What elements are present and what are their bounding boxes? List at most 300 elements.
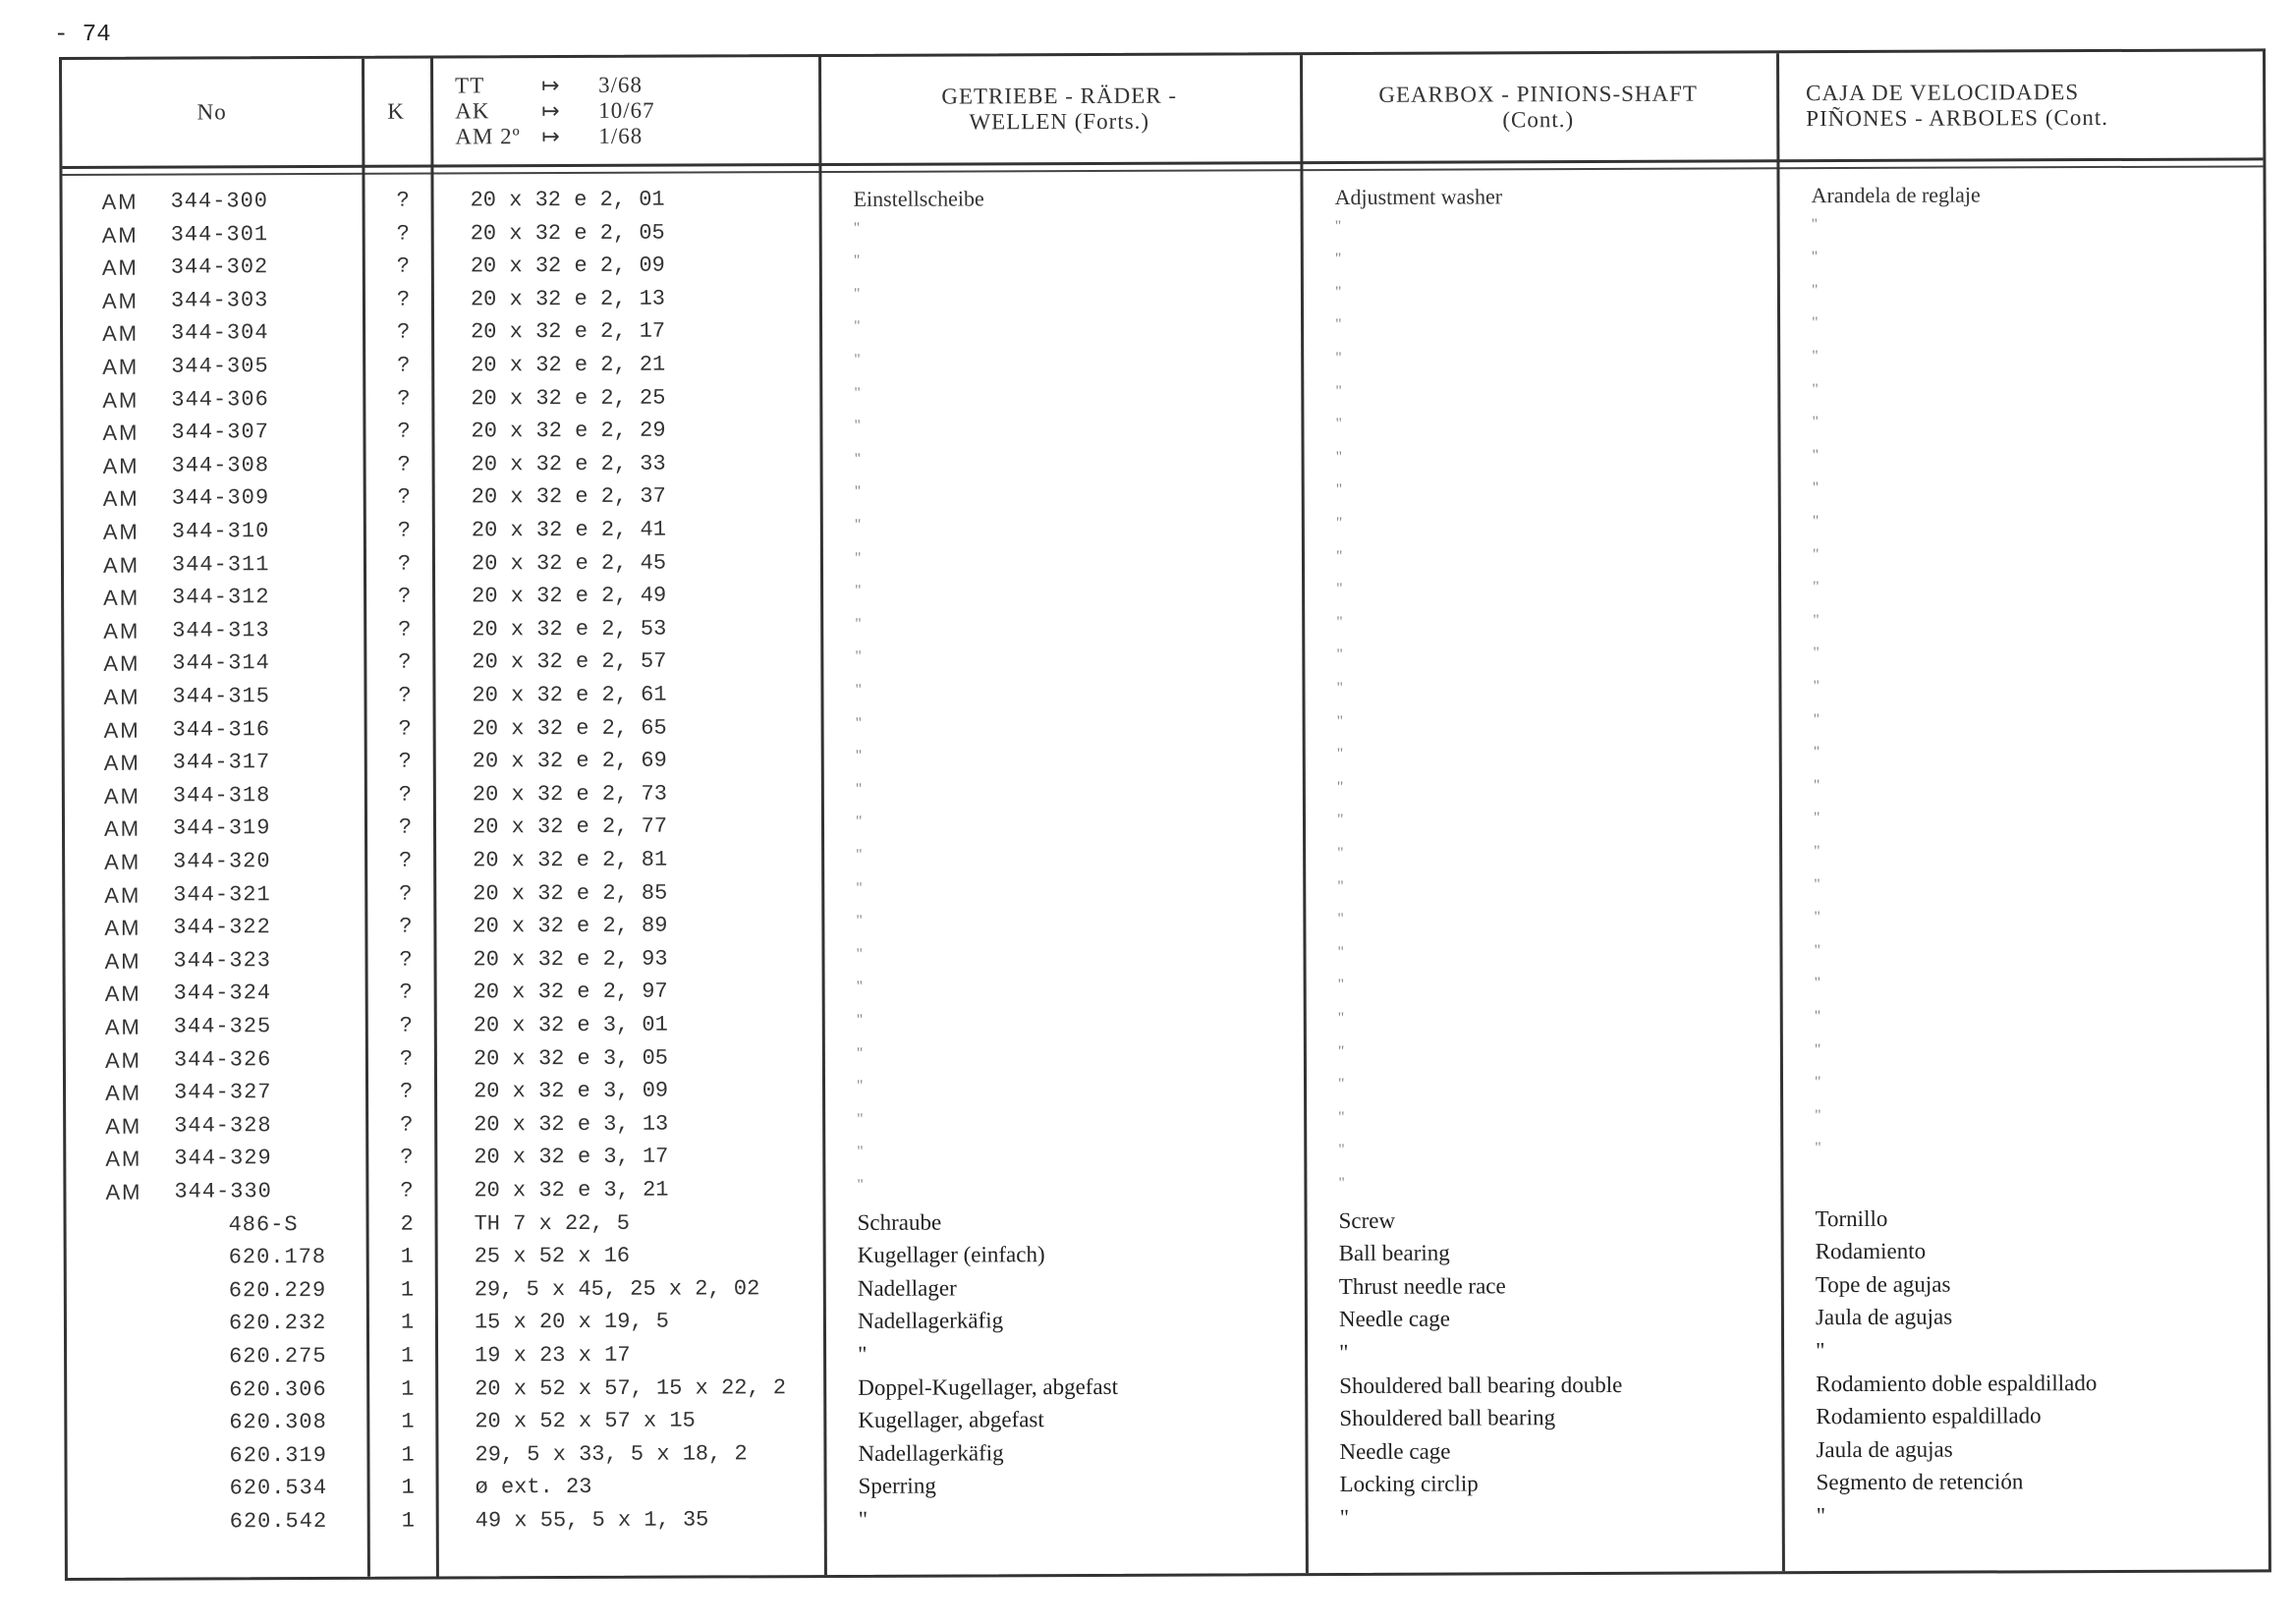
part-number: 344-326	[173, 1046, 272, 1073]
dimensions: 20 x 32 e 3, 01	[473, 1012, 668, 1038]
part-number: 344-300	[170, 189, 269, 214]
dimensions: 20 x 32 e 2, 89	[473, 913, 668, 939]
row-prefix: AM	[105, 1113, 142, 1139]
quantity-k: ?	[400, 1178, 414, 1204]
description-german: "	[855, 615, 862, 633]
header-english-line2: (Cont.)	[1502, 107, 1575, 133]
part-number: 344-327	[174, 1080, 272, 1105]
revision-value: 10/67	[598, 97, 655, 123]
quantity-k: ?	[398, 716, 412, 742]
part-number: 344-324	[173, 980, 272, 1006]
description-english: "	[1336, 613, 1343, 631]
part-number: 344-303	[170, 287, 269, 313]
dimensions: 20 x 32 e 2, 81	[473, 847, 668, 873]
dimensions: 49 x 55, 5 x 1, 35	[475, 1507, 709, 1534]
description-spanish: "	[1813, 678, 1820, 696]
part-number: 344-322	[173, 915, 271, 940]
quantity-k: ?	[397, 320, 411, 346]
description-english: Shouldered ball bearing double	[1339, 1372, 1623, 1398]
row-prefix: AM	[102, 387, 140, 413]
quantity-k: 1	[400, 1244, 414, 1269]
description-german: "	[857, 1110, 864, 1128]
description-spanish: "	[1813, 744, 1820, 761]
part-number: 620.229	[228, 1277, 327, 1304]
quantity-k: ?	[397, 419, 411, 444]
description-german: "	[853, 285, 861, 303]
row-prefix: AM	[105, 1179, 142, 1204]
description-german: "	[855, 648, 862, 666]
revision-line	[455, 72, 809, 98]
revision-label: AM 2º	[455, 124, 521, 149]
table-body	[63, 181, 2264, 1535]
description-german: "	[855, 714, 863, 732]
description-spanish: Tope de agujas	[1815, 1271, 1951, 1297]
description-spanish: "	[1814, 1074, 1821, 1092]
header-german	[818, 55, 1300, 163]
quantity-k: ?	[396, 287, 411, 312]
description-german: "	[856, 1078, 864, 1095]
description-german: Schraube	[857, 1209, 942, 1235]
part-number: 344-310	[171, 519, 270, 544]
description-english: "	[1334, 251, 1342, 268]
row-prefix: AM	[103, 651, 140, 677]
description-english: "	[1335, 416, 1343, 433]
header-german-line1: GETRIEBE - RÄDER -	[941, 83, 1178, 109]
header-no-label: No	[196, 99, 227, 125]
part-number: 620.275	[229, 1343, 327, 1370]
part-number: 344-313	[172, 617, 270, 644]
description-german: Einstellscheibe	[853, 186, 984, 211]
dimensions: 20 x 32 e 3, 13	[474, 1111, 669, 1138]
description-german: Nadellager	[857, 1275, 957, 1301]
dimensions: 20 x 52 x 57, 15 x 22, 2	[475, 1374, 787, 1401]
dimensions: 20 x 32 e 2, 05	[470, 220, 665, 246]
quantity-k: ?	[397, 386, 411, 412]
row-prefix: AM	[101, 254, 139, 281]
description-spanish: "	[1816, 1503, 1826, 1529]
quantity-k: ?	[399, 1013, 414, 1038]
quantity-k: 1	[401, 1476, 415, 1501]
row-prefix: AM	[103, 750, 140, 776]
description-english: "	[1335, 349, 1342, 367]
description-spanish: "	[1813, 611, 1820, 629]
description-german: Doppel-Kugellager, abgefast	[858, 1373, 1119, 1400]
description-english: Ball bearing	[1338, 1240, 1450, 1266]
dimensions: 20 x 32 e 2, 93	[473, 946, 668, 973]
quantity-k: ?	[399, 947, 413, 973]
part-number: 344-301	[170, 221, 269, 248]
description-english: "	[1338, 1108, 1345, 1126]
description-english: "	[1335, 382, 1342, 400]
dimensions: 20 x 32 e 2, 53	[472, 616, 667, 643]
description-german: "	[856, 979, 864, 996]
header-no	[62, 59, 362, 166]
description-spanish: "	[1811, 215, 1819, 233]
description-spanish: "	[1815, 1140, 1821, 1157]
description-german: "	[854, 450, 862, 468]
part-number: 344-330	[174, 1179, 272, 1204]
quantity-k: ?	[398, 782, 413, 808]
row-prefix: AM	[104, 882, 141, 908]
dimensions: 20 x 32 e 2, 57	[472, 649, 667, 675]
description-spanish: "	[1813, 579, 1820, 596]
part-number: 344-302	[170, 254, 269, 280]
dimensions: 20 x 32 e 2, 33	[471, 451, 666, 477]
description-english: "	[1337, 1042, 1345, 1060]
row-prefix: AM	[102, 519, 140, 544]
description-spanish: "	[1814, 843, 1820, 861]
description-english: "	[1337, 877, 1344, 895]
row-prefix: AM	[103, 585, 140, 611]
description-spanish: "	[1811, 281, 1819, 299]
quantity-k: ?	[397, 518, 412, 543]
description-spanish: Jaula de agujas	[1815, 1305, 1953, 1330]
header-revisions	[455, 57, 809, 164]
row-prefix: AM	[101, 288, 140, 313]
parts-table	[59, 48, 2271, 1581]
description-german: "	[858, 1341, 868, 1367]
description-german: Kugellager (einfach)	[857, 1242, 1045, 1268]
revision-value: 1/68	[598, 123, 644, 148]
description-spanish: "	[1814, 975, 1821, 992]
part-number: 620.306	[229, 1376, 327, 1402]
dimensions: 25 x 52 x 16	[474, 1243, 631, 1269]
row-prefix: AM	[104, 849, 141, 874]
description-spanish: "	[1812, 414, 1820, 431]
description-spanish: "	[1814, 1040, 1821, 1058]
arrow-icon: ↦	[541, 124, 561, 149]
description-spanish: "	[1812, 348, 1819, 365]
description-german: "	[855, 681, 863, 699]
description-english: "	[1337, 977, 1345, 994]
description-german: "	[854, 418, 862, 435]
description-english: "	[1337, 844, 1344, 863]
arrow-icon: ↦	[541, 98, 561, 124]
dimensions: 20 x 32 e 2, 37	[471, 484, 666, 510]
quantity-k: 1	[401, 1508, 415, 1534]
description-english: "	[1335, 514, 1343, 532]
description-english: Needle cage	[1338, 1306, 1451, 1332]
description-english: Thrust needle race	[1338, 1273, 1506, 1299]
revision-value: 3/68	[598, 72, 644, 97]
dimensions: 20 x 32 e 2, 13	[470, 286, 666, 312]
dimensions: TH 7 x 22, 5	[474, 1210, 631, 1236]
dimensions: 20 x 52 x 57 x 15	[475, 1408, 696, 1434]
description-german: "	[856, 1011, 864, 1029]
description-english: "	[1337, 1009, 1345, 1028]
dimensions: 20 x 32 e 2, 25	[471, 385, 666, 411]
row-prefix: AM	[105, 1080, 142, 1106]
description-german: "	[857, 1176, 864, 1194]
description-german: "	[856, 879, 863, 897]
row-prefix: AM	[101, 189, 139, 214]
description-english: "	[1336, 679, 1344, 698]
part-number: 344-312	[172, 585, 270, 610]
description-english: Needle cage	[1339, 1438, 1451, 1464]
dimensions: 20 x 32 e 2, 29	[471, 418, 666, 444]
description-spanish: Segmento de retención	[1816, 1469, 2024, 1495]
dimensions: 20 x 32 e 3, 17	[474, 1145, 669, 1170]
quantity-k: ?	[396, 253, 411, 279]
dimensions: 20 x 32 e 3, 21	[474, 1177, 669, 1204]
row-prefix: AM	[103, 816, 141, 842]
part-number: 344-306	[171, 386, 269, 413]
part-number: 620.178	[228, 1245, 327, 1270]
description-english: "	[1335, 448, 1343, 466]
description-german: "	[854, 516, 862, 533]
part-number: 344-311	[171, 551, 270, 578]
dimensions: 20 x 32 e 2, 69	[472, 748, 667, 774]
row-prefix: AM	[102, 321, 140, 347]
header-german-line2: WELLEN (Forts.)	[969, 108, 1150, 135]
description-german: "	[855, 748, 863, 765]
description-spanish: "	[1815, 1106, 1821, 1124]
row-prefix: AM	[104, 1047, 141, 1073]
description-spanish: Rodamiento doble espaldillado	[1816, 1370, 2098, 1396]
row-prefix: AM	[104, 1014, 141, 1039]
description-spanish: Rodamiento espaldillado	[1816, 1403, 2042, 1429]
quantity-k: 1	[401, 1343, 415, 1369]
description-english: "	[1336, 778, 1344, 796]
header-english-line1: GEARBOX - PINIONS-SHAFT	[1378, 81, 1698, 107]
quantity-k: 1	[401, 1442, 415, 1468]
quantity-k: 1	[400, 1277, 415, 1303]
page-number: - 74	[54, 22, 111, 48]
row-prefix: AM	[102, 453, 140, 478]
description-english: "	[1337, 911, 1344, 928]
part-number: 620.534	[229, 1476, 328, 1501]
description-english: "	[1334, 217, 1342, 235]
quantity-k: ?	[398, 815, 413, 841]
description-spanish: "	[1816, 1338, 1825, 1364]
description-english: Locking circlip	[1339, 1471, 1479, 1497]
row-prefix: AM	[104, 915, 141, 941]
quantity-k: ?	[397, 452, 411, 477]
part-number: 344-307	[171, 420, 269, 445]
part-number: 344-321	[173, 881, 271, 908]
quantity-k: 1	[400, 1311, 415, 1336]
quantity-k: ?	[400, 1112, 414, 1138]
row-prefix: AM	[101, 222, 139, 248]
part-number: 620.232	[228, 1311, 327, 1336]
quantity-k: ?	[396, 188, 410, 213]
description-spanish: Rodamiento	[1815, 1238, 1927, 1264]
revision-label: TT	[455, 73, 485, 98]
dimensions: 20 x 32 e 2, 97	[473, 980, 668, 1005]
quantity-k: 1	[401, 1376, 415, 1402]
description-german: "	[854, 384, 861, 402]
part-number: 344-304	[171, 320, 269, 346]
quantity-k: 2	[400, 1211, 414, 1237]
description-german: "	[856, 1044, 864, 1062]
quantity-k: ?	[399, 1046, 414, 1072]
description-english: "	[1339, 1339, 1349, 1366]
description-spanish: "	[1813, 776, 1820, 794]
description-german: "	[854, 351, 861, 368]
part-number: 620.542	[229, 1508, 328, 1535]
quantity-k: ?	[398, 617, 412, 643]
description-spanish: "	[1812, 513, 1820, 531]
description-spanish: Jaula de agujas	[1816, 1436, 1953, 1462]
description-english: "	[1335, 316, 1342, 334]
dimensions: 20 x 32 e 2, 77	[472, 814, 668, 840]
description-english: "	[1336, 581, 1343, 598]
dimensions: 15 x 20 x 19, 5	[474, 1310, 670, 1335]
dimensions: 20 x 32 e 2, 49	[472, 583, 667, 609]
dimensions: 20 x 32 e 2, 65	[472, 715, 667, 741]
header-spanish	[1806, 51, 2258, 159]
header-k-label: K	[387, 98, 406, 124]
description-spanish: "	[1812, 545, 1820, 563]
part-number: 486-S	[228, 1211, 299, 1237]
row-prefix: AM	[103, 783, 140, 809]
dimensions: 29, 5 x 33, 5 x 18, 2	[475, 1441, 748, 1468]
description-spanish: "	[1814, 875, 1820, 893]
quantity-k: ?	[398, 584, 412, 609]
description-german: Nadellagerkäfig	[857, 1308, 1004, 1334]
dimensions: 29, 5 x 45, 25 x 2, 02	[474, 1276, 760, 1303]
part-number: 344-305	[171, 354, 269, 379]
description-german: "	[854, 483, 862, 501]
description-german: "	[853, 252, 861, 270]
row-prefix: AM	[103, 684, 140, 709]
part-number: 344-309	[171, 485, 270, 511]
part-number: 344-323	[173, 947, 272, 974]
quantity-k: ?	[397, 551, 412, 577]
quantity-k: ?	[399, 881, 413, 907]
header-spanish-line1: CAJA DE VELOCIDADES	[1806, 80, 2080, 106]
table-row	[68, 1501, 2268, 1542]
description-german: "	[854, 549, 862, 567]
description-english: "	[1335, 481, 1343, 499]
part-number: 344-315	[172, 684, 270, 709]
description-spanish: "	[1812, 314, 1819, 332]
dimensions: 20 x 32 e 2, 21	[471, 352, 666, 378]
description-german: "	[856, 913, 863, 930]
dimensions: 20 x 32 e 2, 85	[473, 880, 668, 906]
description-german: "	[856, 945, 864, 963]
quantity-k: ?	[398, 683, 412, 708]
description-english: "	[1339, 1504, 1350, 1531]
dimensions: 20 x 32 e 2, 41	[471, 517, 666, 543]
dimensions: 20 x 32 e 3, 09	[473, 1078, 669, 1104]
description-german: "	[855, 813, 863, 831]
quantity-k: ?	[398, 650, 412, 676]
description-spanish: Arandela de reglaje	[1811, 182, 1981, 208]
part-number: 344-318	[172, 782, 271, 809]
quantity-k: ?	[397, 353, 411, 378]
arrow-icon: ↦	[541, 73, 561, 98]
dimensions: 20 x 32 e 2, 09	[470, 252, 665, 279]
dimensions: 20 x 32 e 2, 73	[472, 781, 667, 808]
description-spanish: "	[1814, 909, 1820, 926]
revision-line	[455, 97, 809, 124]
part-number: 344-308	[171, 452, 270, 478]
quantity-k: ?	[397, 485, 411, 511]
description-german: "	[855, 583, 862, 600]
row-prefix: AM	[103, 717, 140, 743]
dimensions: 20 x 32 e 2, 01	[470, 187, 665, 213]
description-german: "	[853, 219, 861, 237]
description-spanish: "	[1812, 479, 1820, 497]
description-spanish: "	[1814, 941, 1821, 959]
revision-line	[455, 123, 809, 149]
quantity-k: ?	[399, 914, 413, 939]
quantity-k: ?	[396, 221, 410, 247]
row-prefix: AM	[102, 420, 140, 446]
description-german: Kugellager, abgefast	[858, 1407, 1044, 1433]
part-number: 344-314	[172, 650, 270, 676]
row-prefix: AM	[102, 486, 140, 512]
description-german: Sperring	[858, 1473, 936, 1499]
description-german: "	[858, 1506, 868, 1532]
description-spanish: Tornillo	[1815, 1205, 1888, 1231]
part-number: 344-317	[172, 750, 271, 775]
description-english: Shouldered ball bearing	[1339, 1405, 1556, 1431]
description-english: "	[1338, 1174, 1345, 1193]
description-english: "	[1335, 547, 1343, 565]
row-prefix: AM	[103, 618, 140, 644]
part-number: 344-316	[172, 716, 271, 743]
description-german: "	[856, 846, 863, 864]
dimensions: 20 x 32 e 2, 45	[471, 550, 667, 576]
description-english: Screw	[1338, 1207, 1396, 1233]
quantity-k: ?	[399, 980, 413, 1006]
description-german: "	[855, 780, 863, 798]
row-prefix: AM	[104, 948, 141, 974]
quantity-k: ?	[399, 1079, 414, 1104]
row-prefix: AM	[102, 552, 140, 578]
description-german: "	[857, 1144, 864, 1161]
description-spanish: "	[1812, 380, 1819, 398]
dimensions: 20 x 32 e 2, 17	[471, 319, 666, 345]
dimensions: ø ext. 23	[475, 1475, 592, 1500]
description-english: "	[1334, 283, 1342, 301]
description-english: "	[1336, 746, 1344, 763]
quantity-k: ?	[399, 848, 413, 873]
part-number: 620.319	[229, 1442, 327, 1469]
header-k	[362, 59, 430, 165]
part-number: 344-325	[173, 1014, 272, 1039]
description-english: "	[1337, 1076, 1345, 1093]
description-spanish: "	[1811, 249, 1819, 266]
description-english: "	[1336, 712, 1344, 730]
description-german: "	[854, 318, 861, 336]
row-prefix: AM	[102, 354, 140, 379]
part-number: 344-329	[174, 1146, 272, 1171]
row-prefix: AM	[104, 981, 141, 1007]
part-number: 344-320	[173, 849, 271, 874]
part-number: 344-328	[174, 1112, 272, 1139]
part-number: 620.308	[229, 1410, 327, 1435]
dimensions: 20 x 32 e 3, 05	[473, 1045, 669, 1071]
description-spanish: "	[1813, 810, 1820, 827]
revision-label: AK	[455, 98, 490, 124]
quantity-k: 1	[401, 1409, 415, 1434]
description-english: "	[1338, 1142, 1345, 1159]
row-prefix: AM	[105, 1147, 142, 1172]
description-english: "	[1336, 812, 1344, 829]
quantity-k: ?	[398, 749, 413, 774]
dimensions: 20 x 32 e 2, 61	[472, 682, 667, 708]
header-spanish-line2: PIÑONES - ARBOLES (Cont.	[1806, 104, 2109, 132]
description-english: "	[1336, 646, 1343, 664]
description-spanish: "	[1812, 446, 1820, 464]
header-english	[1300, 53, 1776, 161]
description-english: Adjustment washer	[1334, 184, 1503, 210]
description-german: Nadellagerkäfig	[858, 1440, 1004, 1466]
description-spanish: "	[1814, 1008, 1821, 1026]
